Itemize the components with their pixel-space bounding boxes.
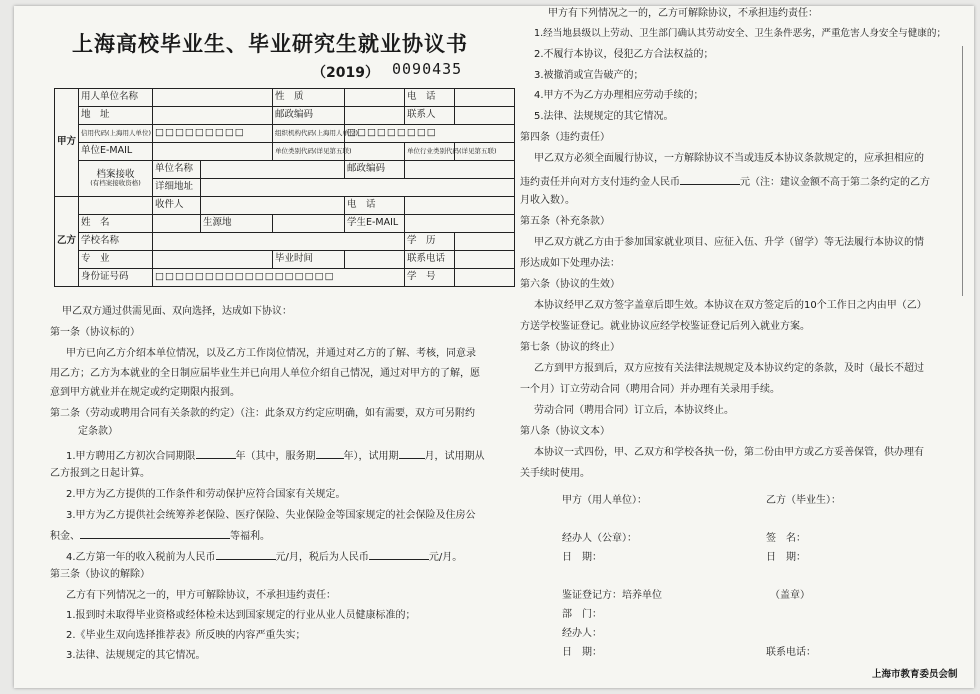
detail-address-label: 详细地址 bbox=[153, 179, 201, 197]
right-item4: 4.甲方不为乙方办理相应劳动手续的； bbox=[534, 90, 704, 101]
article7-line2: 一个月）订立劳动合同（聘用合同）并办理有关录用手续。 bbox=[520, 384, 780, 395]
phone-2-label: 电 话 bbox=[345, 197, 405, 215]
address-field[interactable] bbox=[153, 107, 273, 125]
article6-line1: 本协议经甲乙双方签字盖章后即生效。本协议在双方签定后的10个工作日之内由甲（乙） bbox=[534, 300, 927, 311]
article7-title: 第七条（协议的终止） bbox=[520, 342, 620, 353]
article4-title: 第四条（违约责任） bbox=[520, 132, 610, 143]
article6-title: 第六条（协议的生效） bbox=[520, 279, 620, 290]
origin-label: 生源地 bbox=[201, 215, 273, 233]
article2-item1-cont: 乙方报到之日起计算。 bbox=[50, 468, 150, 479]
article2-item3: 3.甲方为乙方提供社会统筹养老保险、医疗保险、失业保险金等国家规定的社会保险及住房公 bbox=[66, 510, 476, 521]
article2-item4: 4.乙方第一年的收入税前为人民币 元/月，税后为人民币 元/月。 bbox=[66, 549, 462, 564]
student-name-label: 姓 名 bbox=[79, 215, 153, 233]
article3-item3: 3.法律、法规规定的其它情况。 bbox=[66, 650, 206, 661]
issuer-footer: 上海市教育委员会制 bbox=[872, 669, 958, 680]
article1-line1: 甲方已向乙方介绍本单位情况，以及乙方工作岗位情况，并通过对乙方的了解、考核，同意录 bbox=[66, 348, 476, 359]
right-intro: 甲方有下列情况之一的，乙方可解除协议，不承担违约责任： bbox=[548, 8, 818, 19]
right-item3: 3.被撤消或宣告破产的； bbox=[534, 70, 644, 81]
archive-label: 档案接收 bbox=[96, 168, 135, 180]
id-number-boxes[interactable]: □□□□□□□□□□□□□□□□□□ bbox=[153, 269, 405, 287]
school-name-label: 学校名称 bbox=[79, 233, 153, 251]
right-item1: 1.经当地县级以上劳动、卫生部门确认其劳动安全、卫生条件恶劣，严重危害人身安全与健康的； bbox=[534, 28, 947, 39]
id-number-label: 身份证号码 bbox=[79, 269, 153, 287]
article8-line2: 关手续时使用。 bbox=[520, 468, 590, 479]
verify-party-label: 鉴证登记方：培养单位 bbox=[562, 590, 662, 601]
contact-phone-label: 联系电话 bbox=[405, 251, 455, 269]
sign-b-label: 签 名： bbox=[766, 533, 806, 544]
article4-line2: 违约责任并向对方支付违约金人民币 元（注：建议金额不高于第二条约定的乙方 bbox=[520, 174, 930, 189]
education-field[interactable] bbox=[455, 233, 515, 251]
article2-item1: 1.甲方聘用乙方初次合同期限 年（其中，服务期 年），试用期 月，试用期从 bbox=[66, 448, 485, 463]
article6-line2: 方送学校鉴证登记。就业协议应经学校鉴证登记后列入就业方案。 bbox=[520, 321, 810, 332]
article2-title: 第二条（劳动或聘用合同有关条款的约定）（注：此条双方约定应明确，如有需要，双方可另附约 bbox=[50, 408, 475, 419]
email-label: 单位E-MAIL bbox=[79, 143, 153, 161]
party-a-signature-label: 甲方（用人单位）： bbox=[562, 495, 647, 506]
article5-title: 第五条（补充条款） bbox=[520, 216, 610, 227]
article3-item1: 1.报到时未取得毕业资格或经体检未达到国家规定的行业从业人员健康标准的； bbox=[66, 610, 416, 621]
credit-code-label: 信用代码(上海用人单位) bbox=[81, 128, 152, 137]
handler-c-label: 经办人： bbox=[562, 628, 602, 639]
major-label: 专 业 bbox=[79, 251, 153, 269]
date-c-label: 日 期： bbox=[562, 647, 602, 658]
archive-sub-label: (有档案接收资格) bbox=[90, 179, 141, 188]
postal-code-field[interactable] bbox=[345, 107, 405, 125]
employer-name-label: 用人单位名称 bbox=[79, 89, 153, 107]
unit-type-code-label: 单位类别代码(详见第五联) bbox=[275, 146, 352, 155]
education-label: 学 历 bbox=[405, 233, 455, 251]
seal-label: （盖章） bbox=[770, 590, 810, 601]
student-name-field[interactable] bbox=[153, 215, 201, 233]
email-field[interactable] bbox=[153, 143, 273, 161]
right-item5: 5.法律、法规规定的其它情况。 bbox=[534, 111, 674, 122]
postal-code-label: 邮政编码 bbox=[273, 107, 345, 125]
contact-label: 联系人 bbox=[405, 107, 455, 125]
party-b-label: 乙方 bbox=[55, 197, 79, 287]
recipient-label: 收件人 bbox=[153, 197, 201, 215]
article4-line1: 甲乙双方必须全面履行协议，一方解除协议不当或违反本协议条款规定的，应承担相应的 bbox=[534, 153, 924, 164]
date-b-label: 日 期： bbox=[766, 552, 806, 563]
serial-number: 0090435 bbox=[392, 60, 463, 78]
postal-code-2-label: 邮政编码 bbox=[345, 161, 405, 179]
employer-name-field[interactable] bbox=[153, 89, 273, 107]
right-item2: 2.不履行本协议，侵犯乙方合法权益的； bbox=[534, 49, 714, 60]
nature-label: 性 质 bbox=[273, 89, 345, 107]
org-code-boxes[interactable]: □□□□□□□□□ bbox=[345, 125, 515, 143]
article5-line1: 甲乙双方就乙方由于参加国家就业项目、应征入伍、升学（留学）等无法履行本协议的情 bbox=[534, 237, 924, 248]
handler-a-label: 经办人（公章）： bbox=[562, 533, 637, 544]
department-label: 部 门： bbox=[562, 609, 602, 620]
article3-title: 第三条（协议的解除） bbox=[50, 569, 150, 580]
nature-field[interactable] bbox=[345, 89, 405, 107]
article2-item3-cont: 积金、 等福利。 bbox=[50, 528, 270, 543]
graduation-time-field[interactable] bbox=[345, 251, 405, 269]
article7-line1: 乙方到甲方报到后，双方应按有关法律法规规定及本协议约定的条款，及时（最长不超过 bbox=[534, 363, 924, 374]
document-title: 上海高校毕业生、毕业研究生就业协议书 bbox=[72, 31, 468, 56]
article7-line3: 劳动合同（聘用合同）订立后，本协议终止。 bbox=[534, 405, 734, 416]
student-no-field[interactable] bbox=[455, 269, 515, 287]
school-name-field[interactable] bbox=[153, 233, 405, 251]
credit-code-boxes[interactable]: □□□□□□□□□ bbox=[153, 125, 273, 143]
industry-code-label: 单位行业类别代码(详见第五联) bbox=[407, 146, 497, 155]
binding-line bbox=[962, 46, 963, 296]
contact-field[interactable] bbox=[455, 107, 515, 125]
article1-line2: 用乙方；乙方为本就业的全日制应届毕业生并已向用人单位介绍自己情况，通过对甲方的了解，愿 bbox=[50, 368, 480, 379]
article8-title: 第八条（协议文本） bbox=[520, 426, 610, 437]
org-code-label: 组织机构代码(上海用人单位) bbox=[275, 128, 359, 137]
party-b-signature-label: 乙方（毕业生）： bbox=[766, 495, 841, 506]
phone-2-field[interactable] bbox=[405, 197, 515, 215]
postal-code-2-field[interactable] bbox=[405, 161, 515, 179]
recipient-field[interactable] bbox=[201, 197, 345, 215]
article2-title-cont: 定条款） bbox=[78, 426, 118, 437]
unit-name-field[interactable] bbox=[201, 161, 345, 179]
address-label: 地 址 bbox=[79, 107, 153, 125]
phone-label: 电 话 bbox=[405, 89, 455, 107]
date-a-label: 日 期： bbox=[562, 552, 602, 563]
article8-line1: 本协议一式四份，甲、乙双方和学校各执一份，第二份由甲方或乙方妥善保管，供办理有 bbox=[534, 447, 924, 458]
unit-type-code-field[interactable] bbox=[345, 143, 405, 161]
article4-line3: 月收入数）。 bbox=[520, 195, 575, 206]
article3-intro: 乙方有下列情况之一的，甲方可解除协议，不承担违约责任： bbox=[66, 590, 336, 601]
document-year: （2019） bbox=[312, 65, 379, 81]
unit-name-label: 单位名称 bbox=[153, 161, 201, 179]
graduation-time-label: 毕业时间 bbox=[273, 251, 345, 269]
party-info-table bbox=[54, 88, 515, 287]
article1-title: 第一条（协议标的） bbox=[50, 327, 140, 338]
party-a-label: 甲方 bbox=[55, 89, 79, 197]
contact-phone-c-label: 联系电话： bbox=[766, 647, 816, 658]
detail-address-field[interactable] bbox=[201, 179, 515, 197]
article2-item2: 2.甲方为乙方提供的工作条件和劳动保护应符合国家有关规定。 bbox=[66, 489, 346, 500]
article5-line2: 形达成如下处理办法： bbox=[520, 258, 620, 269]
student-email-label: 学生E-MAIL bbox=[345, 215, 405, 233]
agreement-document bbox=[14, 6, 974, 688]
article3-item2: 2.《毕业生双向选择推荐表》所反映的内容严重失实； bbox=[66, 630, 306, 641]
origin-field[interactable] bbox=[273, 215, 345, 233]
major-field[interactable] bbox=[153, 251, 273, 269]
student-no-label: 学 号 bbox=[405, 269, 455, 287]
intro-text: 甲乙双方通过供需见面、双向选择，达成如下协议： bbox=[62, 306, 292, 317]
article1-line3: 意到甲方就业并在规定或约定期限内报到。 bbox=[50, 387, 240, 398]
contact-phone-field[interactable] bbox=[455, 251, 515, 269]
phone-field[interactable] bbox=[455, 89, 515, 107]
student-email-field[interactable] bbox=[405, 215, 515, 233]
